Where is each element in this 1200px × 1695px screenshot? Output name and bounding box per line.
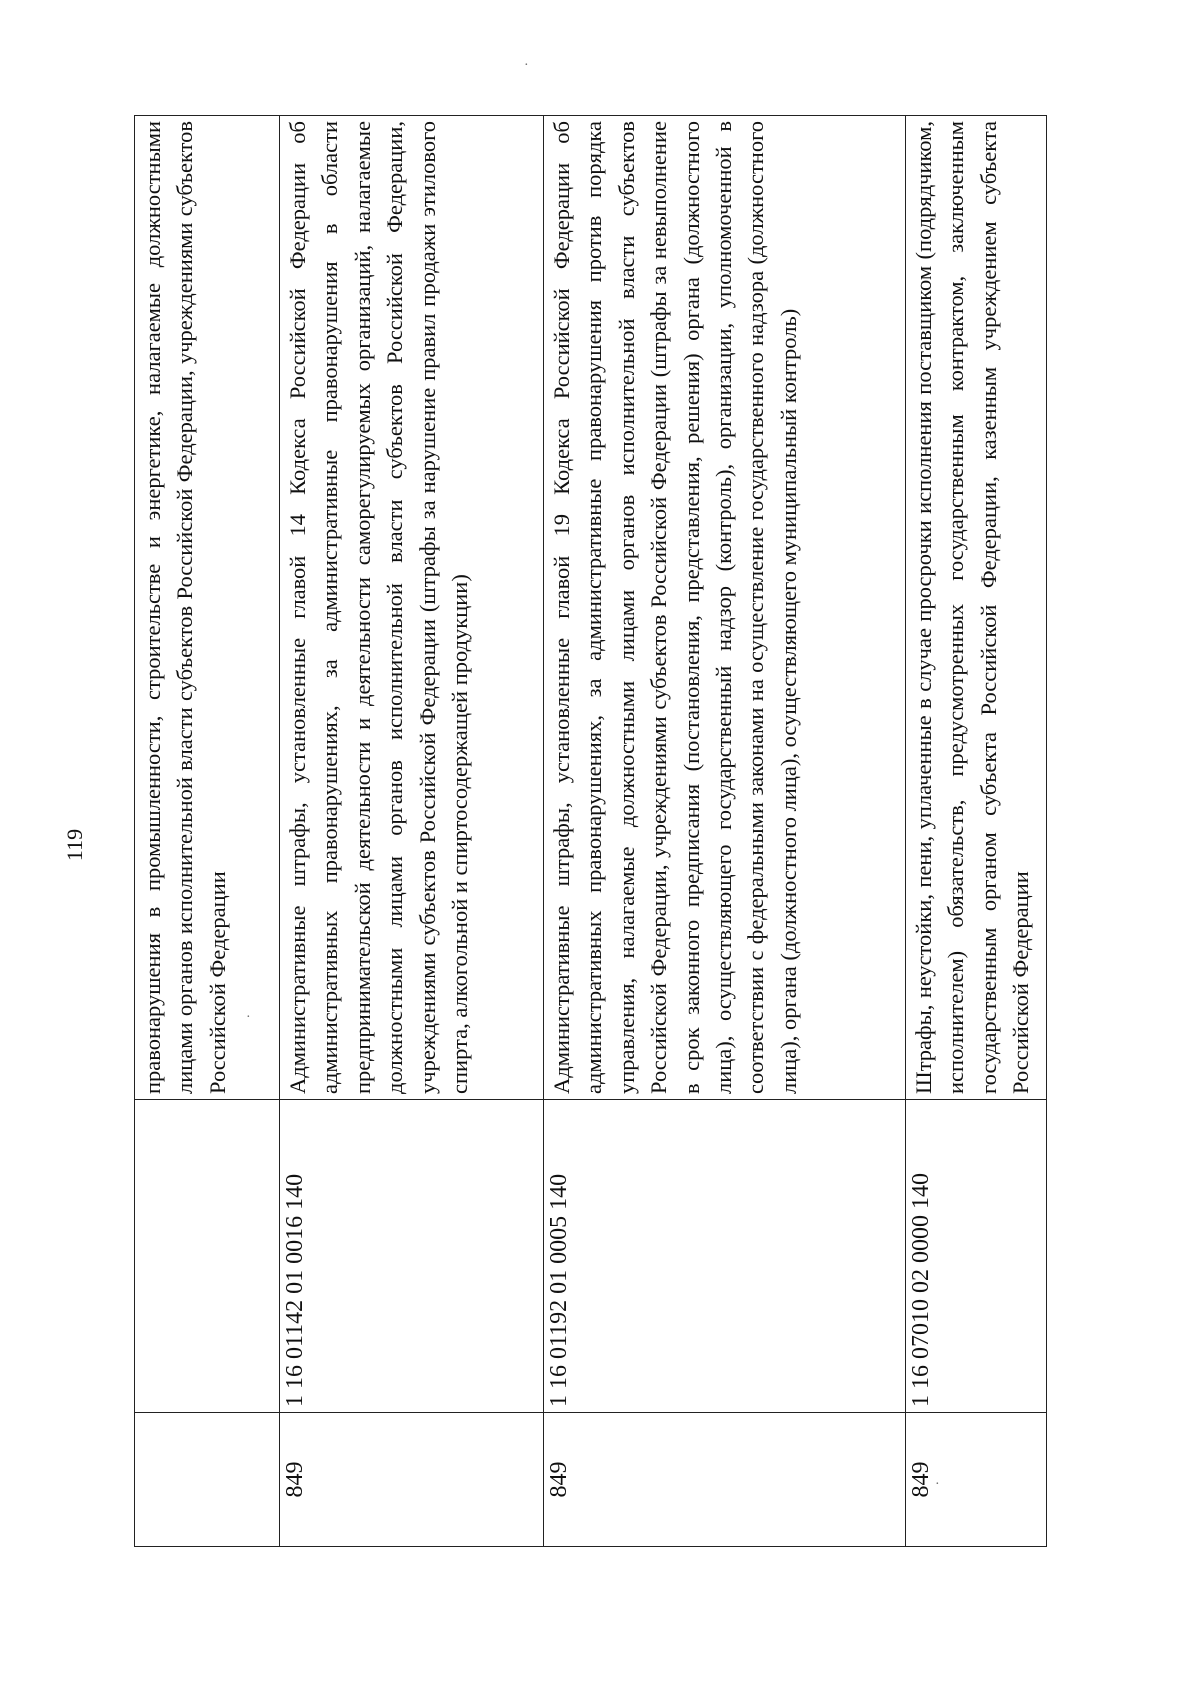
revenue-name-cell: Административные штрафы, установленные главой 14 Кодекса Российской Федерации об административных правонарушениях, за административные правонарушения в области предпринимательской деятельности и деятельности саморегулируемых организаций, налагаемые должностными лицами органов исполнительной власти субъектов Российской Федерации, учреждениями субъектов Российской Федерации (штрафы за нарушение правил продажи этилового спирта, алкогольной и спиртосодержащей продукции) [280, 116, 544, 1100]
scan-artifact-dot: · [246, 1010, 251, 1025]
admin-code-cell [135, 1413, 280, 1547]
admin-code-cell: 849 [906, 1413, 1047, 1547]
revenue-codes-table [134, 115, 1047, 1547]
admin-code-cell: 849 [280, 1413, 544, 1547]
scan-artifact-dot: · [935, 1477, 940, 1492]
kbk-code-cell: 1 16 01192 01 0005 140 [544, 1100, 906, 1413]
kbk-code-cell: 1 16 01142 01 0016 140 [280, 1100, 544, 1413]
table-row [906, 116, 1047, 1547]
admin-code-cell: 849 [544, 1413, 906, 1547]
rotated-table-container [134, 115, 1046, 1547]
kbk-code-cell [135, 1100, 280, 1413]
page-number: 119 [62, 828, 87, 862]
table-row [544, 116, 906, 1547]
table-rotation-wrapper [134, 115, 1046, 1547]
kbk-code-cell: 1 16 07010 02 0000 140 [906, 1100, 1047, 1413]
revenue-name-cell: Штрафы, неустойки, пени, уплаченные в случае просрочки исполнения поставщиком (подрядчиком, исполнителем) обязательств, предусмотренных государственным контрактом, заключенным государственным органом субъекта Российской Федерации, казенным учреждением субъекта Российской Федерации [906, 116, 1047, 1100]
table-row [280, 116, 544, 1547]
scan-artifact-dot: · [524, 58, 529, 73]
revenue-name-cell: Административные штрафы, установленные главой 19 Кодекса Российской Федерации об административных правонарушениях, за административные правонарушения против порядка управления, налагаемые должностными лицами органов исполнительной власти субъектов Российской Федерации, учреждениями субъектов Российской Федерации (штрафы за невыполнение в срок законного предписания (постановления, представления, решения) органа (должностного лица), осуществляющего государственный надзор (контроль), организации, уполномоченной в соответствии с федеральными законами на осуществление государственного надзора (должностного лица), органа (должностного лица), осуществляющего муниципальный контроль) [544, 116, 906, 1100]
revenue-name-cell: правонарушения в промышленности, строительстве и энергетике, налагаемые должностными лицами органов исполнительной власти субъектов Российской Федерации, учреждениями субъектов Российской Федерации [135, 116, 280, 1100]
table-row [135, 116, 280, 1547]
